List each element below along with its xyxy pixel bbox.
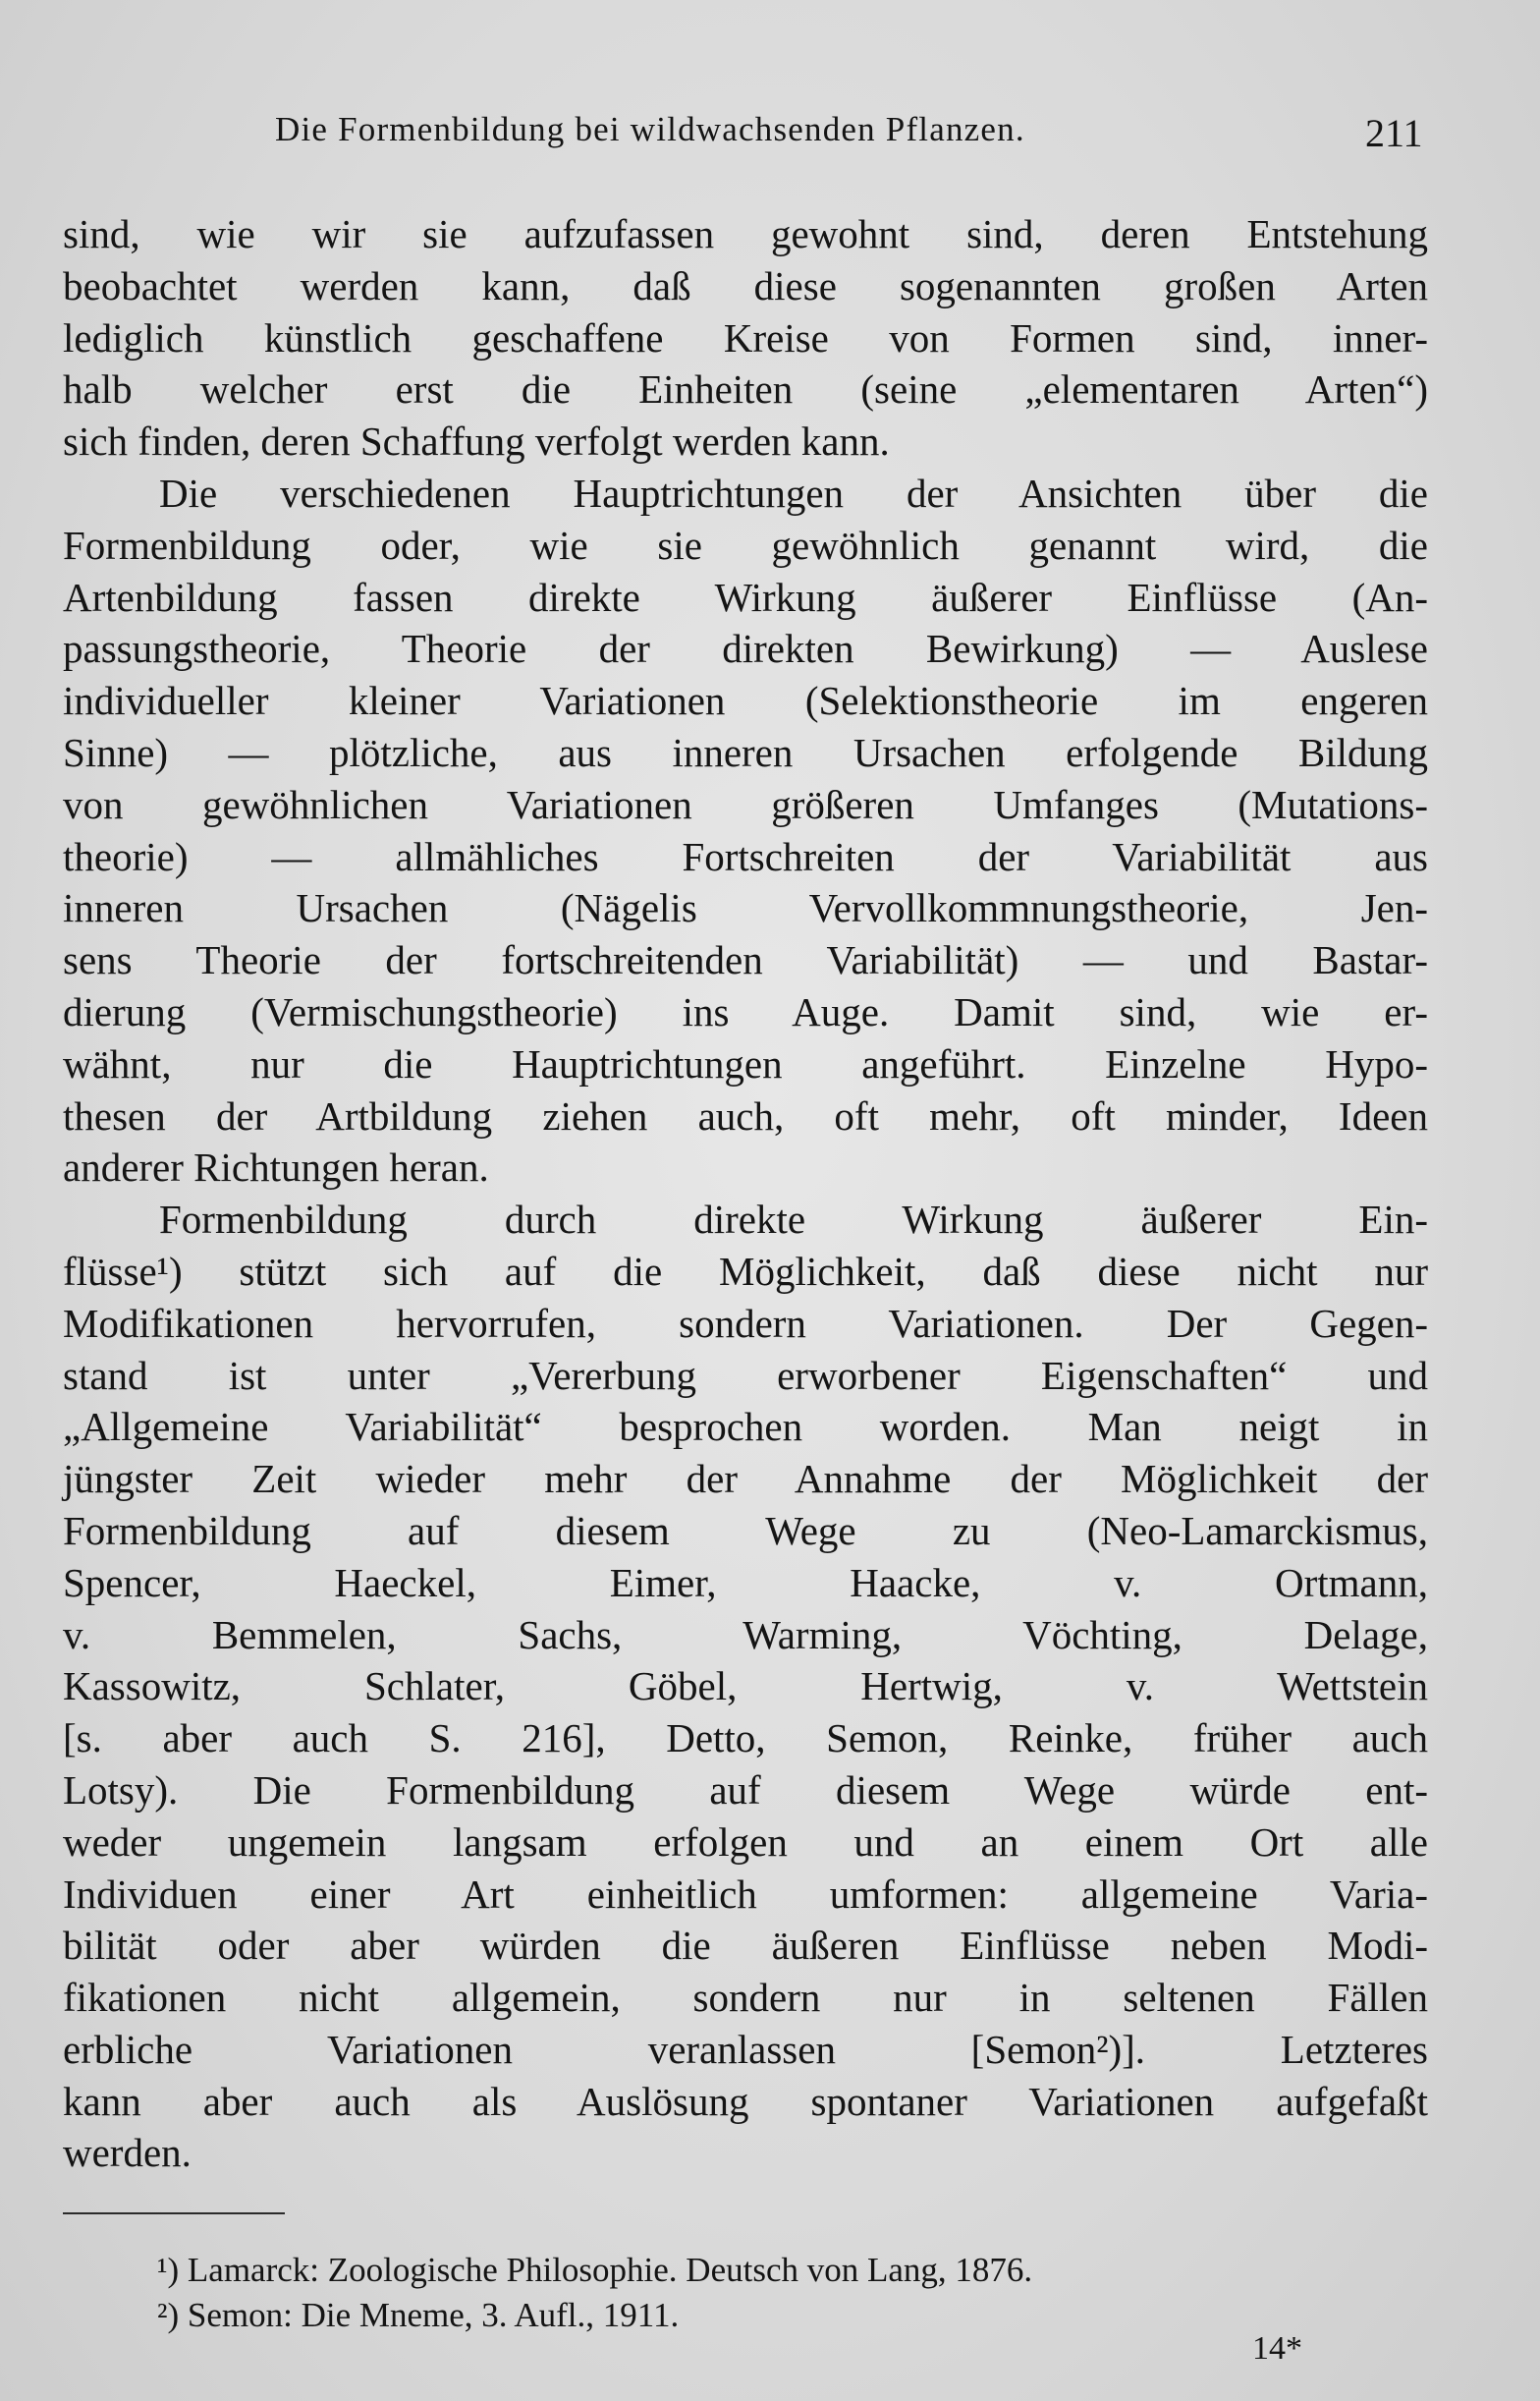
text-line: wähnt, nur die Hauptrichtungen angeführt. Einzelne Hypo- — [63, 1040, 1428, 1087]
text-line: anderer Richtungen heran. — [63, 1145, 489, 1191]
text-line: werden. — [63, 2130, 192, 2176]
body-text — [63, 208, 1428, 2179]
running-title: Die Formenbildung bei wildwachsenden Pflanzen. — [275, 110, 1025, 148]
text-line: erbliche Variationen veranlassen [Semon²)]. Letzteres — [63, 2026, 1428, 2072]
text-line: stand ist unter „Vererbung erworbener Eigenschaften“ und — [63, 1352, 1428, 1398]
footnotes — [157, 2248, 1032, 2338]
text-line: jüngster Zeit wieder mehr der Annahme der Möglichkeit der — [63, 1456, 1428, 1502]
text-line: flüsse¹) stützt sich auf die Möglichkeit, daß diese nicht nur — [63, 1248, 1428, 1294]
text-line: beobachtet werden kann, daß diese sogenannten großen Arten — [63, 262, 1428, 308]
text-line: Individuen einer Art einheitlich umformen: allgemeine Varia- — [63, 1871, 1428, 1917]
text-line: Formenbildung oder, wie sie gewöhnlich genannt wird, die — [63, 522, 1428, 568]
text-line: Artenbildung fassen direkte Wirkung äußerer Einflüsse (An- — [63, 574, 1428, 620]
text-line: passungstheorie, Theorie der direkten Bewirkung) — Auslese — [63, 626, 1428, 672]
page-number: 211 — [1365, 111, 1423, 155]
text-line: weder ungemein langsam erfolgen und an einem Ort alle — [63, 1818, 1428, 1865]
text-line: lediglich künstlich geschaffene Kreise von Formen sind, inner- — [63, 314, 1428, 361]
text-line: sind, wie wir sie aufzufassen gewohnt sind, deren Entstehung — [63, 211, 1428, 256]
text-line: Kassowitz, Schlater, Göbel, Hertwig, v. Wettstein — [63, 1663, 1428, 1709]
text-line: Modifikationen hervorrufen, sondern Variationen. Der Gegen- — [63, 1300, 1428, 1346]
text-line: von gewöhnlichen Variationen größeren Umfanges (Mutations- — [63, 781, 1428, 827]
text-line: [s. aber auch S. 216], Detto, Semon, Reinke, früher auch — [63, 1715, 1428, 1761]
footnote-divider — [63, 2212, 285, 2214]
text-line: sens Theorie der fortschreitenden Variabilität) — und Bastar- — [63, 937, 1428, 983]
text-line: thesen der Artbildung ziehen auch, oft mehr, oft minder, Ideen — [63, 1092, 1428, 1139]
text-line: Formenbildung durch direkte Wirkung äußerer Ein- — [159, 1197, 1428, 1243]
text-line: v. Bemmelen, Sachs, Warming, Vöchting, Delage, — [63, 1611, 1428, 1657]
footnote: ¹) Lamarck: Zoologische Philosophie. Deutsch von Lang, 1876. — [157, 2251, 1033, 2289]
text-line: halb welcher erst die Einheiten (seine „elementaren Arten“) — [63, 366, 1428, 413]
text-line: Sinne) — plötzliche, aus inneren Ursachen erfolgende Bildung — [63, 729, 1428, 775]
text-line: theorie) — allmähliches Fortschreiten der Variabilität aus — [63, 833, 1428, 879]
text-line: kann aber auch als Auslösung spontaner Variationen aufgefaßt — [63, 2078, 1428, 2124]
footnote: ²) Semon: Die Mneme, 3. Aufl., 1911. — [157, 2296, 680, 2334]
sheet-signature: 14* — [1252, 2330, 1302, 2367]
text-line: individueller kleiner Variationen (Selektionstheorie im engeren — [63, 678, 1428, 724]
text-line: Die verschiedenen Hauptrichtungen der Ansichten über die — [159, 470, 1428, 516]
text-line: fikationen nicht allgemein, sondern nur in seltenen Fällen — [63, 1975, 1428, 2021]
text-line: sich finden, deren Schaffung verfolgt werden kann. — [63, 419, 890, 465]
text-line: dierung (Vermischungstheorie) ins Auge. Damit sind, wie er- — [63, 988, 1428, 1034]
text-line: Formenbildung auf diesem Wege zu (Neo-Lamarckismus, — [63, 1507, 1428, 1553]
text-line: „Allgemeine Variabilität“ besprochen worden. Man neigt in — [63, 1404, 1428, 1450]
text-line: bilität oder aber würden die äußeren Einflüsse neben Modi- — [63, 1923, 1428, 1969]
text-line: Lotsy). Die Formenbildung auf diesem Wege würde ent- — [63, 1766, 1428, 1813]
text-line: inneren Ursachen (Nägelis Vervollkommnungstheorie, Jen- — [63, 885, 1428, 931]
text-line: Spencer, Haeckel, Eimer, Haacke, v. Ortmann, — [63, 1559, 1428, 1605]
